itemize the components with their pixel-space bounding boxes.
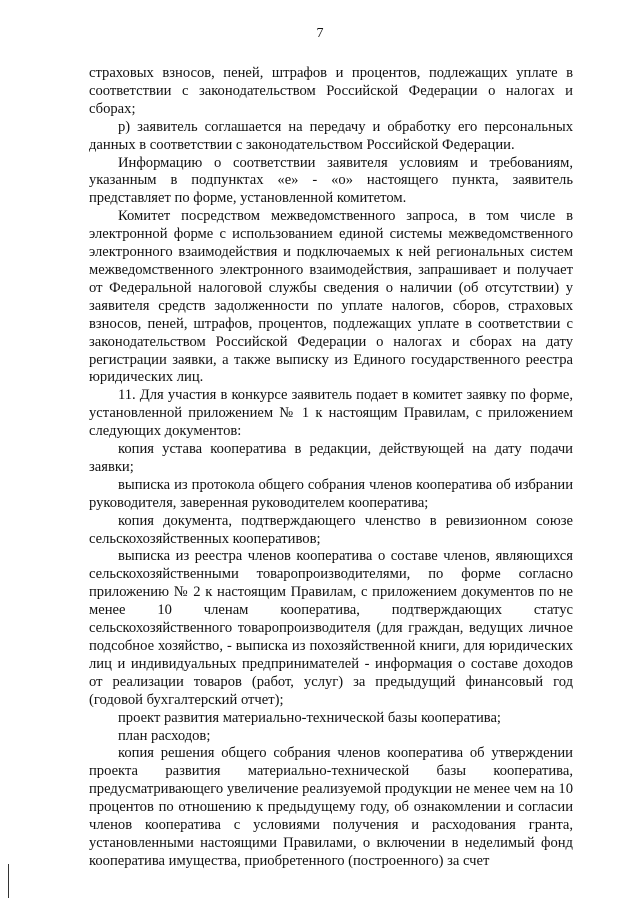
paragraph: копия документа, подтверждающего членство в ревизионном союзе сельскохозяйственных кооперативов; bbox=[89, 512, 573, 547]
paragraph: Комитет посредством межведомственного запроса, в том числе в электронной форме с использованием единой системы межведомственного электронного взаимодействия и подключаемых к ней региональных систем межведомственного электронного взаимодействия, запрашивает и получает от Федеральной налоговой службы сведения о наличии (об отсутствии) у заявителя средств задолженности по уплате налогов, сборов, страховых взносов, пеней, штрафов, процентов, подлежащих уплате в соответствии с законодательством Российской Федерации о налогах и сборах на дату регистрации заявки, а также выписку из Единого государственного реестра юридических лиц. bbox=[89, 208, 573, 386]
scan-margin-mark bbox=[8, 864, 9, 898]
paragraph: страховых взносов, пеней, штрафов и процентов, подлежащих уплате в соответствии с законодательством Российской Федерации о налогах и сборах; bbox=[89, 65, 573, 117]
paragraph: р) заявитель соглашается на передачу и обработку его персональных данных в соответствии с законодательством Российской Федерации. bbox=[89, 118, 573, 153]
paragraph: копия решения общего собрания членов кооператива об утверждении проекта развития материально-технической базы кооператива, предусматривающего увеличение реализуемой продукции не менее чем на 10 процентов по отношению к предыдущему году, об ознакомлении и согласии членов кооператива с условиями получения и расходования гранта, установленными настоящими Правилами, о включении в неделимый фонд кооператива имущества, приобретенного (построенного) за счет bbox=[89, 745, 573, 869]
document-body bbox=[89, 65, 573, 871]
paragraph: план расходов; bbox=[118, 727, 211, 744]
paragraph: 11. Для участия в конкурсе заявитель подает в комитет заявку по форме, установленной приложением № 1 к настоящим Правилам, с приложением следующих документов: bbox=[89, 387, 573, 440]
paragraph: Информацию о соответствии заявителя условиям и требованиям, указанным в подпунктах «е» - «о» настоящего пункта, заявитель представляет по форме, установленной комитетом. bbox=[89, 154, 573, 207]
page-number: 7 bbox=[316, 26, 324, 41]
paragraph: копия устава кооператива в редакции, действующей на дату подачи заявки; bbox=[89, 441, 573, 475]
paragraph: проект развития материально-технической базы кооператива; bbox=[118, 709, 501, 726]
paragraph: выписка из реестра членов кооператива о составе членов, являющихся сельскохозяйственными товаропроизводителями, по форме согласно приложению № 2 к настоящим Правилам, с приложением документов по не менее 10 членам кооператива, подтверждающих статус сельскохозяйственного товаропроизводителя (для граждан, ведущих личное подсобное хозяйство, - выписка из похозяйственной книги, для юридических лиц и индивидуальных предпринимателей - информация о составе доходов от реализации товаров (работ, услуг) за предыдущий финансовый год (годовой бухгалтерский отчет); bbox=[89, 548, 573, 708]
paragraph: выписка из протокола общего собрания членов кооператива об избрании руководителя, заверенная руководителем кооператива; bbox=[89, 476, 573, 511]
